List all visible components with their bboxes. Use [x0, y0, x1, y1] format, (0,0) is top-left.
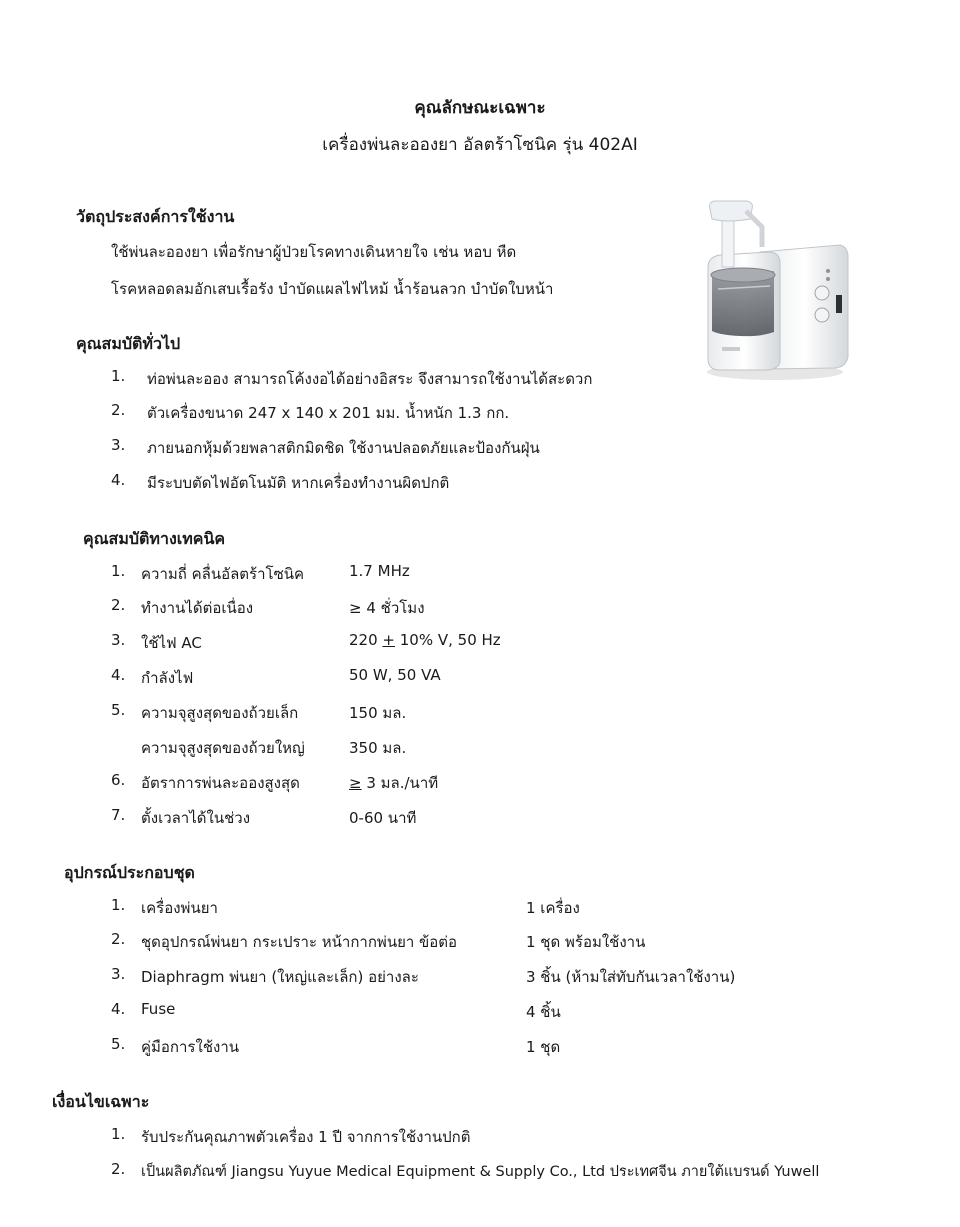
spec-value: ≥ 3 มล./นาที [349, 774, 439, 792]
accessory-qty: 1 เครื่อง [526, 899, 580, 917]
item-text: ตัวเครื่องขนาด 247 x 140 x 201 มม. น้ำหนัก 1.3 กก. [147, 404, 510, 422]
accessory-name: Fuse [141, 1000, 176, 1018]
item-text: มีระบบตัดไฟอัตโนมัติ หากเครื่องทำงานผิดปกติ [147, 474, 450, 492]
accessory-qty: 4 ชิ้น [526, 1003, 561, 1021]
spec-label: ความจุสูงสุดของถ้วยเล็ก [141, 704, 299, 722]
accessory-name: Diaphragm พ่นยา (ใหญ่และเล็ก) อย่างละ [141, 968, 419, 986]
item-number: 2. [111, 930, 126, 948]
item-text: ภายนอกหุ้มด้วยพลาสติกมิดชิด ใช้งานปลอดภัยและป้องกันฝุ่น [147, 439, 540, 457]
spec-label: กำลังไฟ [141, 669, 194, 687]
conditions-heading: เงื่อนไขเฉพาะ [52, 1092, 150, 1111]
general-heading: คุณสมบัติทั่วไป [76, 334, 181, 353]
item-number: 5. [111, 701, 126, 719]
condition-text: เป็นผลิตภัณฑ์ Jiangsu Yuyue Medical Equipment & Supply Co., Ltd ประเทศจีน ภายใต้แบรนด์ Yuwell [141, 1164, 820, 1180]
spec-label: อัตราการพ่นละอองสูงสุด [141, 774, 300, 792]
item-number: 1. [111, 1125, 126, 1143]
item-text: ท่อพ่นละออง สามารถโค้งงอได้อย่างอิสระ จึงสามารถใช้งานได้สะดวก [147, 370, 593, 388]
nebulizer-product-image [700, 197, 850, 387]
item-number: 4. [111, 666, 126, 684]
item-number: 3. [111, 965, 126, 983]
item-number: 1. [111, 367, 126, 385]
accessory-qty: 1 ชุด พร้อมใช้งาน [526, 933, 646, 951]
spec-label: ทำงานได้ต่อเนื่อง [141, 599, 254, 617]
item-number: 5. [111, 1035, 126, 1053]
spec-value: 1.7 MHz [349, 562, 410, 580]
item-number: 2. [111, 401, 126, 419]
purpose-heading: วัตถุประสงค์การใช้งาน [76, 207, 235, 226]
spec-value: ≥ 4 ชั่วโมง [349, 599, 425, 617]
accessory-qty: 1 ชุด [526, 1038, 561, 1056]
accessory-name: คู่มือการใช้งาน [141, 1038, 239, 1056]
item-number: 6. [111, 771, 126, 789]
spec-label: ความถี่ คลื่นอัลตร้าโซนิค [141, 565, 305, 583]
spec-value: 0-60 นาที [349, 809, 417, 827]
item-number: 3. [111, 436, 126, 454]
item-number: 4. [111, 1000, 126, 1018]
item-number: 4. [111, 471, 126, 489]
accessory-name: เครื่องพ่นยา [141, 899, 218, 917]
purpose-line: โรคหลอดลมอักเสบเรื้อรัง บำบัดแผลไฟไหม้ น้ำร้อนลวก บำบัดใบหน้า [111, 280, 554, 298]
item-number: 1. [111, 896, 126, 914]
spec-value: 220 + 10% V, 50 Hz [349, 631, 501, 649]
spec-label: ใช้ไฟ AC [141, 634, 202, 652]
spec-value: 350 มล. [349, 739, 407, 757]
document-subtitle: เครื่องพ่นละอองยา อัลตร้าโซนิค รุ่น 402AI [322, 135, 638, 155]
condition-text: รับประกันคุณภาพตัวเครื่อง 1 ปี จากการใช้งานปกติ [141, 1128, 471, 1146]
purpose-line: ใช้พ่นละอองยา เพื่อรักษาผู้ป่วยโรคทางเดินหายใจ เช่น หอบ หืด [111, 243, 517, 261]
item-number: 7. [111, 806, 126, 824]
item-number: 3. [111, 631, 126, 649]
spec-label: ความจุสูงสุดของถ้วยใหญ่ [141, 739, 305, 757]
accessory-name: ชุดอุปกรณ์พ่นยา กระเปราะ หน้ากากพ่นยา ข้อต่อ [141, 933, 458, 951]
spec-value: 50 W, 50 VA [349, 666, 441, 684]
accessories-heading: อุปกรณ์ประกอบชุด [64, 863, 195, 882]
spec-value: 150 มล. [349, 704, 407, 722]
document-title: คุณลักษณะเฉพาะ [414, 98, 546, 118]
item-number: 2. [111, 1160, 126, 1178]
technical-heading: คุณสมบัติทางเทคนิค [83, 529, 226, 548]
item-number: 2. [111, 596, 126, 614]
spec-label: ตั้งเวลาได้ในช่วง [141, 809, 251, 827]
accessory-qty: 3 ชิ้น (ห้ามใส่ทับกันเวลาใช้งาน) [526, 968, 736, 986]
item-number: 1. [111, 562, 126, 580]
